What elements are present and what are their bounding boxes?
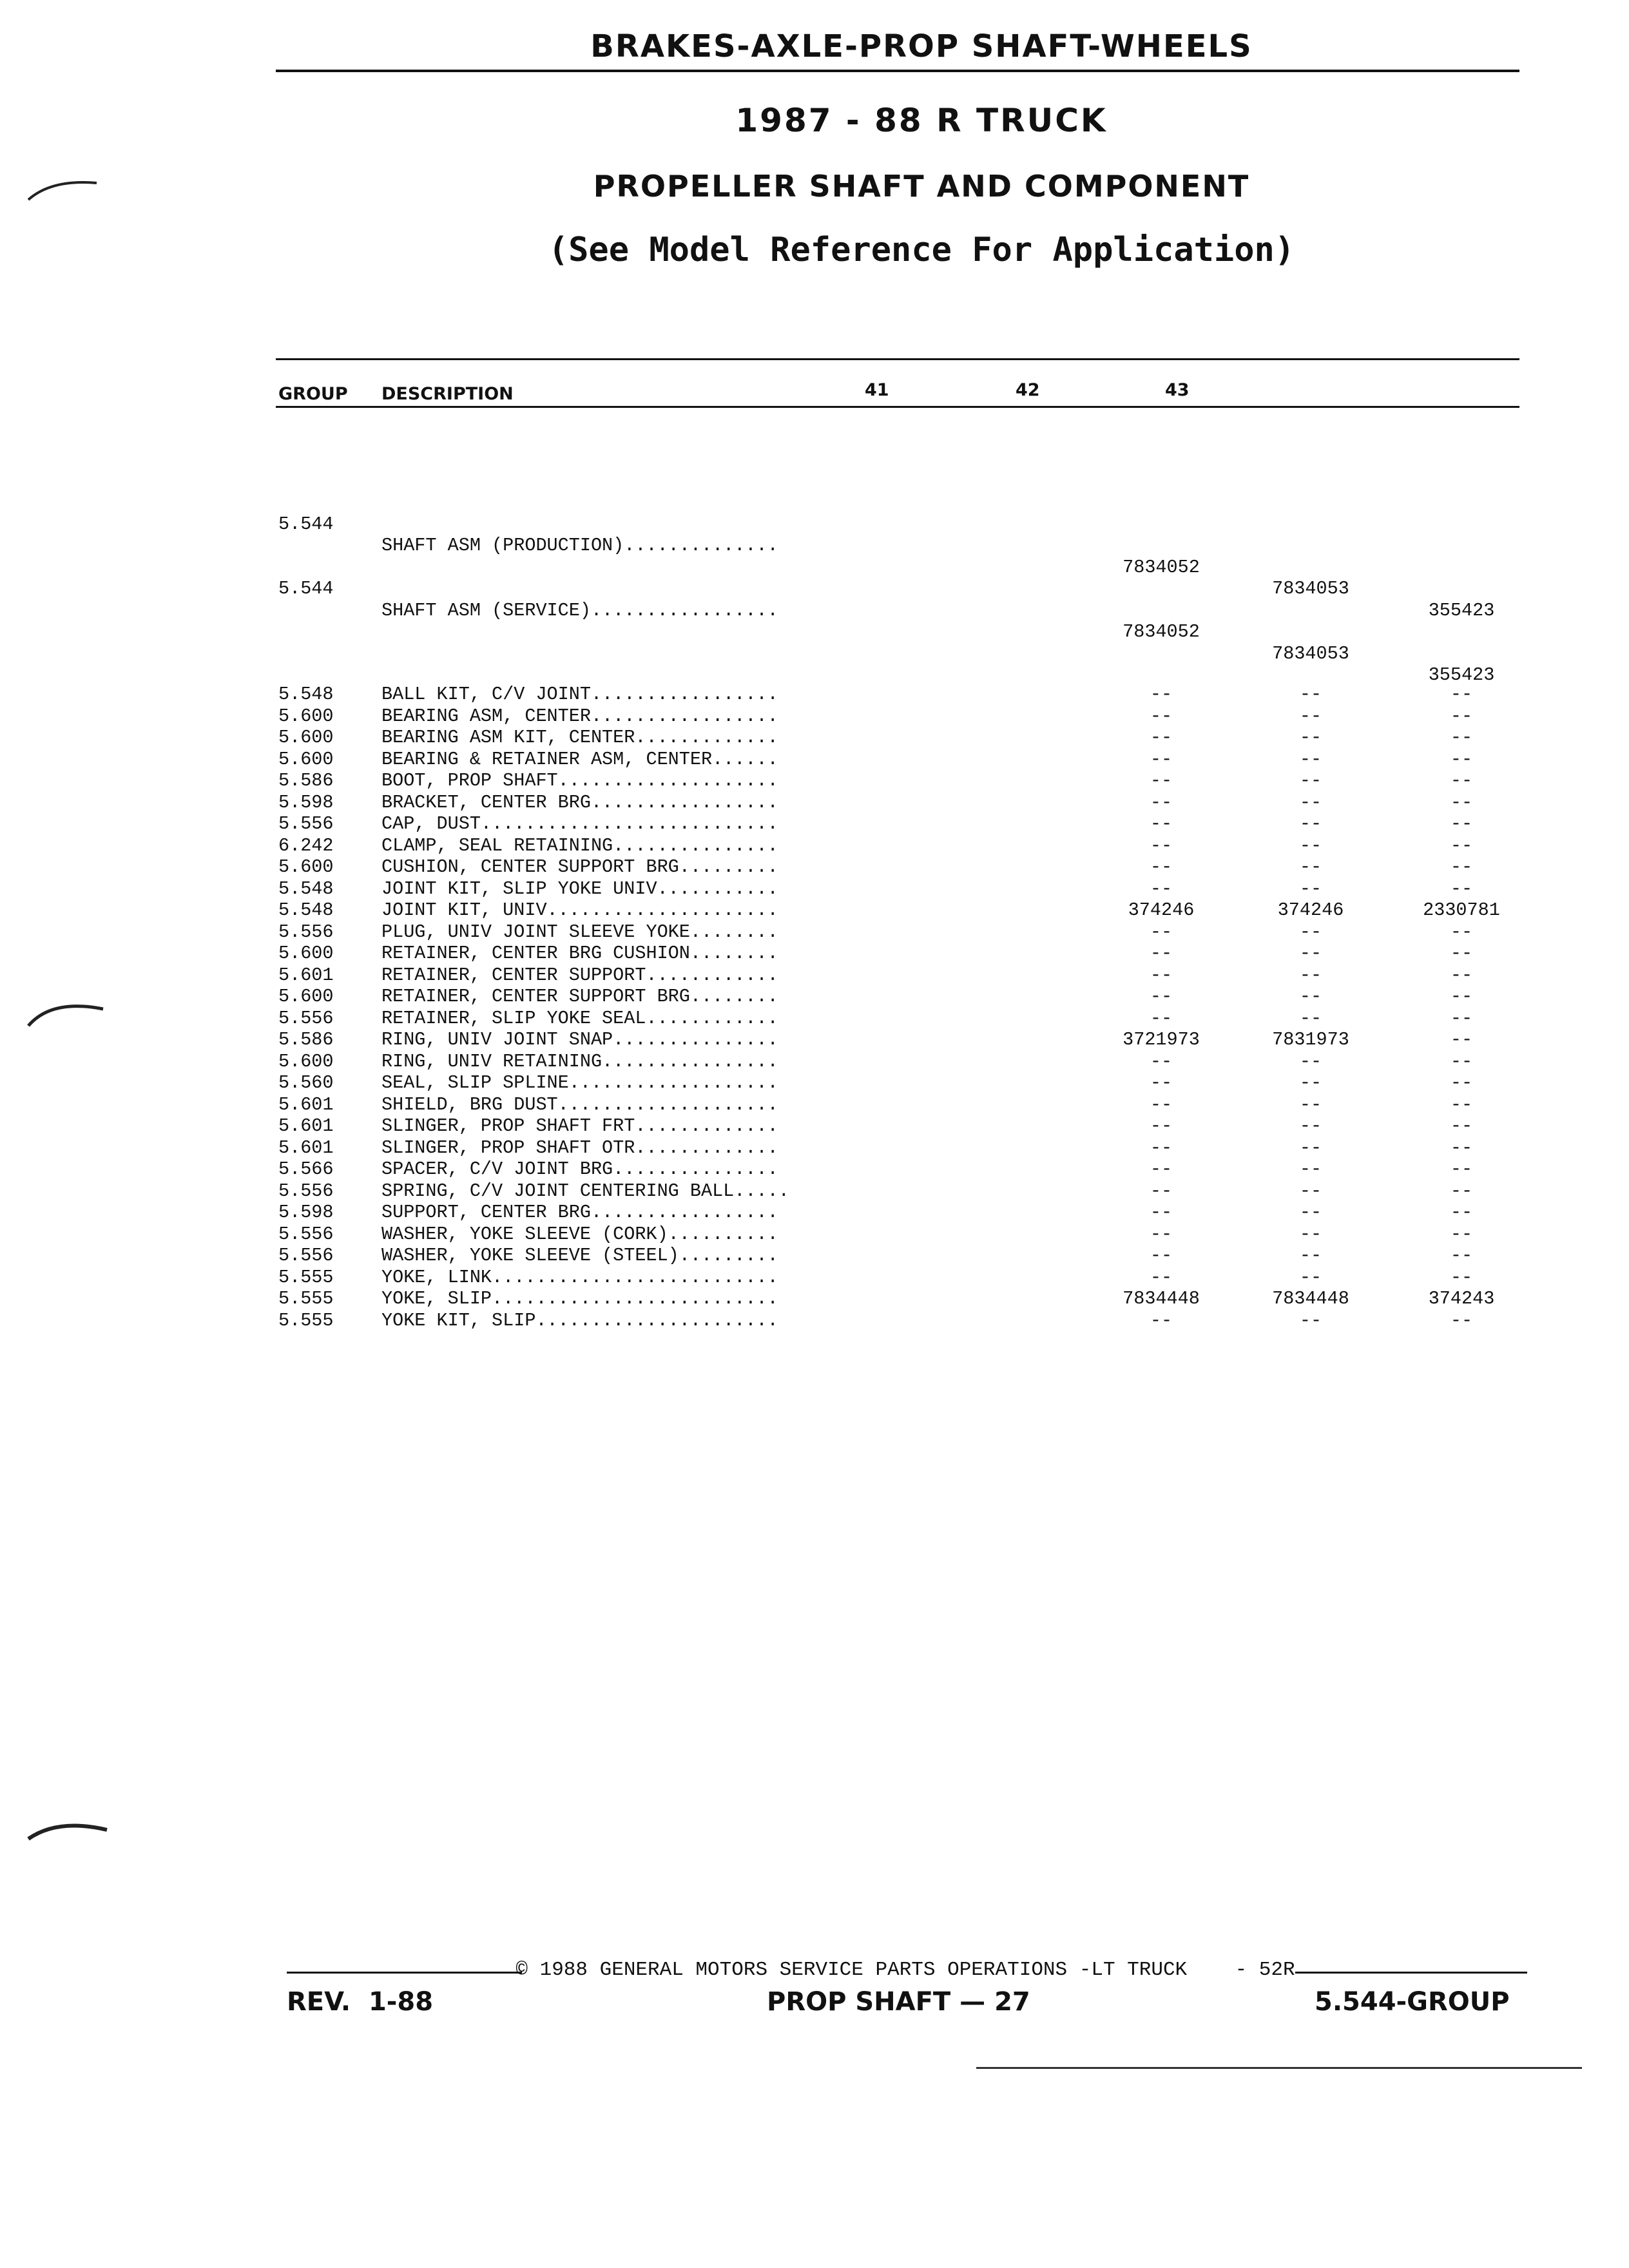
part-number-43: -- <box>1450 748 1473 770</box>
binder-mark-bottom <box>26 1811 110 1849</box>
description-cell: SHAFT ASM (SERVICE)................. <box>381 599 778 621</box>
description-cell: CLAMP, SEAL RETAINING............... <box>381 834 778 856</box>
description-cell: SLINGER, PROP SHAFT FRT............. <box>381 1115 778 1137</box>
group-cell: 5.601 <box>278 1093 334 1115</box>
part-number-41: -- <box>1150 986 1173 1007</box>
description-cell: SPRING, C/V JOINT CENTERING BALL..... <box>381 1180 789 1202</box>
table-body <box>278 684 1500 1331</box>
table-row <box>278 727 1473 749</box>
part-number-42: -- <box>1299 813 1322 834</box>
part-number-42: -- <box>1299 1137 1322 1158</box>
description-cell: BALL KIT, C/V JOINT................. <box>381 684 778 705</box>
table-header-rule <box>276 406 1519 408</box>
description-cell: YOKE, SLIP.......................... <box>381 1288 778 1309</box>
part-number-41: -- <box>1150 770 1173 791</box>
part-number-41: -- <box>1150 1202 1173 1223</box>
part-number-43: -- <box>1450 791 1473 813</box>
group-cell: 5.556 <box>278 1180 334 1202</box>
part-number-42: 374246 <box>1277 899 1344 921</box>
part-number-43: -- <box>1450 1007 1473 1029</box>
section-header: BRAKES-AXLE-PROP SHAFT-WHEELS <box>590 28 1253 64</box>
part-number-41: -- <box>1150 878 1173 899</box>
part-number-41: -- <box>1150 834 1173 856</box>
parts-table <box>278 448 1500 1353</box>
part-number-43: -- <box>1450 1115 1473 1137</box>
part-number-43: -- <box>1450 813 1473 834</box>
group-cell: 5.600 <box>278 705 334 727</box>
part-number-43: 355423 <box>1428 664 1495 686</box>
table-row <box>278 964 1473 986</box>
part-number-41: -- <box>1150 964 1173 986</box>
group-cell: 5.544 <box>278 578 334 599</box>
part-number-41: -- <box>1150 684 1173 705</box>
description-cell: SUPPORT, CENTER BRG................. <box>381 1202 778 1223</box>
description-cell: RETAINER, CENTER BRG CUSHION........ <box>381 943 778 964</box>
table-row <box>278 899 1500 921</box>
part-number-43: 2330781 <box>1423 899 1500 921</box>
part-number-42: 7834053 <box>1272 578 1349 599</box>
part-number-42: -- <box>1299 748 1322 770</box>
description-cell: JOINT KIT, UNIV..................... <box>381 899 778 921</box>
group-cell: 5.600 <box>278 1050 334 1072</box>
part-number-41: -- <box>1150 1245 1173 1266</box>
description-cell: YOKE KIT, SLIP...................... <box>381 1309 778 1331</box>
part-number-43: -- <box>1450 1223 1473 1245</box>
group-cell: 5.556 <box>278 1007 334 1029</box>
table-row <box>278 1158 1473 1180</box>
part-number-41: -- <box>1150 856 1173 878</box>
col-header-42: 42 <box>1016 380 1040 400</box>
group-cell: 5.586 <box>278 770 334 791</box>
col-header-description: DESCRIPTION <box>381 384 514 404</box>
group-cell: 5.556 <box>278 1223 334 1245</box>
table-row <box>278 856 1473 878</box>
group-cell: 5.601 <box>278 1115 334 1137</box>
part-number-43: -- <box>1450 1245 1473 1266</box>
part-number-42: -- <box>1299 986 1322 1007</box>
part-number-41: -- <box>1150 1050 1173 1072</box>
part-number-41: -- <box>1150 1093 1173 1115</box>
col-header-41: 41 <box>865 380 889 400</box>
description-cell: RING, UNIV RETAINING................ <box>381 1050 778 1072</box>
part-number-41: -- <box>1150 727 1173 748</box>
part-number-41: 7834052 <box>1123 556 1200 578</box>
table-row <box>278 1288 1495 1310</box>
part-number-41: -- <box>1150 1158 1173 1180</box>
part-number-42: -- <box>1299 705 1322 727</box>
description-cell: JOINT KIT, SLIP YOKE UNIV........... <box>381 878 778 899</box>
group-cell: 5.600 <box>278 943 334 964</box>
part-number-42: -- <box>1299 1158 1322 1180</box>
part-number-42: -- <box>1299 943 1322 964</box>
part-number-42: -- <box>1299 1266 1322 1288</box>
group-cell: 5.556 <box>278 813 334 834</box>
part-number-41: -- <box>1150 1007 1173 1029</box>
group-cell: 5.548 <box>278 684 334 705</box>
description-cell: RETAINER, SLIP YOKE SEAL............ <box>381 1007 778 1029</box>
part-number-43: -- <box>1450 1202 1473 1223</box>
table-row <box>278 1266 1473 1289</box>
part-number-43: -- <box>1450 1180 1473 1202</box>
table-row <box>278 557 1495 686</box>
group-cell: 5.560 <box>278 1072 334 1093</box>
part-number-41: -- <box>1150 943 1173 964</box>
revision-label: REV. 1-88 <box>287 1987 434 2017</box>
part-number-41: -- <box>1150 1266 1173 1288</box>
part-number-43: -- <box>1450 986 1473 1007</box>
part-number-41: 3721973 <box>1123 1029 1200 1050</box>
part-number-41: -- <box>1150 1309 1173 1331</box>
table-row <box>278 1309 1473 1332</box>
part-number-41: -- <box>1150 1115 1173 1137</box>
description-cell: YOKE, LINK.......................... <box>381 1266 778 1288</box>
col-header-group: GROUP <box>278 384 348 404</box>
table-row <box>278 1093 1473 1116</box>
part-number-42: -- <box>1299 1007 1322 1029</box>
group-cell: 5.566 <box>278 1158 334 1180</box>
part-number-43: -- <box>1450 705 1473 727</box>
copyright-line: © 1988 GENERAL MOTORS SERVICE PARTS OPERATIONS -LT TRUCK - 52R <box>516 1959 1295 1981</box>
group-cell: 5.555 <box>278 1309 334 1331</box>
part-number-42: 7834053 <box>1272 642 1349 664</box>
part-number-42: -- <box>1299 1223 1322 1245</box>
part-number-41: 374246 <box>1128 899 1195 921</box>
group-cell: 6.242 <box>278 834 334 856</box>
part-number-43: -- <box>1450 856 1473 878</box>
part-number-42: -- <box>1299 1309 1322 1331</box>
binder-mark-top <box>26 174 110 206</box>
part-number-43: -- <box>1450 1309 1473 1331</box>
part-number-43: -- <box>1450 1029 1473 1050</box>
col-header-43: 43 <box>1165 380 1190 400</box>
page-label: PROP SHAFT — 27 <box>767 1987 1030 2017</box>
table-row <box>278 813 1473 835</box>
part-number-43: -- <box>1450 1158 1473 1180</box>
table-row <box>278 1202 1473 1224</box>
description-cell: SHAFT ASM (PRODUCTION).............. <box>381 535 778 556</box>
binder-mark-middle <box>26 992 110 1031</box>
description-cell: RETAINER, CENTER SUPPORT BRG........ <box>381 986 778 1007</box>
part-number-41: -- <box>1150 1072 1173 1093</box>
part-number-43: -- <box>1450 1266 1473 1288</box>
table-row <box>278 1072 1473 1094</box>
group-cell: 5.544 <box>278 513 334 535</box>
description-cell: SLINGER, PROP SHAFT OTR............. <box>381 1137 778 1158</box>
header-rule <box>276 70 1519 72</box>
part-number-43: -- <box>1450 684 1473 705</box>
part-number-43: -- <box>1450 1093 1473 1115</box>
part-number-42: -- <box>1299 1202 1322 1223</box>
part-number-42: -- <box>1299 921 1322 943</box>
part-number-43: -- <box>1450 727 1473 748</box>
group-cell: 5.548 <box>278 899 334 921</box>
part-number-41: -- <box>1150 705 1173 727</box>
part-number-43: -- <box>1450 1050 1473 1072</box>
group-cell: 5.586 <box>278 1029 334 1050</box>
part-number-43: -- <box>1450 1137 1473 1158</box>
table-row <box>278 921 1473 943</box>
group-cell: 5.601 <box>278 1137 334 1158</box>
part-number-42: -- <box>1299 1072 1322 1093</box>
table-row <box>278 1180 1473 1202</box>
table-row <box>278 834 1473 857</box>
description-cell: SEAL, SLIP SPLINE................... <box>381 1072 778 1093</box>
part-number-43: -- <box>1450 770 1473 791</box>
description-cell: PLUG, UNIV JOINT SLEEVE YOKE........ <box>381 921 778 943</box>
group-cell: 5.601 <box>278 964 334 986</box>
group-cell: 5.600 <box>278 748 334 770</box>
description-cell: RETAINER, CENTER SUPPORT............ <box>381 964 778 986</box>
table-row <box>278 1029 1473 1051</box>
description-cell: WASHER, YOKE SLEEVE (STEEL)......... <box>381 1245 778 1266</box>
part-number-42: -- <box>1299 964 1322 986</box>
description-cell: CUSHION, CENTER SUPPORT BRG......... <box>381 856 778 878</box>
part-number-41: -- <box>1150 813 1173 834</box>
application-note: (See Model Reference For Application) <box>548 231 1295 269</box>
group-cell: 5.555 <box>278 1266 334 1288</box>
part-number-42: 7831973 <box>1272 1029 1349 1050</box>
group-cell: 5.598 <box>278 791 334 813</box>
part-number-41: -- <box>1150 791 1173 813</box>
part-number-43: -- <box>1450 878 1473 899</box>
table-row <box>278 943 1473 965</box>
group-cell: 5.600 <box>278 856 334 878</box>
part-number-42: -- <box>1299 856 1322 878</box>
part-number-42: -- <box>1299 791 1322 813</box>
group-cell: 5.600 <box>278 986 334 1007</box>
group-cell: 5.556 <box>278 921 334 943</box>
description-cell: CAP, DUST........................... <box>381 813 778 834</box>
table-row <box>278 1115 1473 1137</box>
description-cell: BOOT, PROP SHAFT.................... <box>381 770 778 791</box>
part-number-41: -- <box>1150 1180 1173 1202</box>
table-row <box>278 705 1473 727</box>
part-number-43: -- <box>1450 921 1473 943</box>
part-number-41: -- <box>1150 1223 1173 1245</box>
part-number-43: 355423 <box>1428 599 1495 621</box>
part-number-42: -- <box>1299 834 1322 856</box>
table-row <box>278 986 1473 1008</box>
part-number-42: -- <box>1299 878 1322 899</box>
part-number-42: -- <box>1299 1245 1322 1266</box>
part-number-42: -- <box>1299 1050 1322 1072</box>
part-number-42: -- <box>1299 727 1322 748</box>
part-number-42: 7834448 <box>1272 1288 1349 1309</box>
table-row <box>278 1137 1473 1159</box>
page-title: 1987 - 88 R TRUCK <box>735 102 1108 139</box>
part-number-42: -- <box>1299 684 1322 705</box>
table-row <box>278 878 1473 900</box>
part-number-42: -- <box>1299 770 1322 791</box>
part-number-43: -- <box>1450 964 1473 986</box>
table-row <box>278 791 1473 814</box>
table-top-rule <box>276 358 1519 360</box>
description-cell: BEARING ASM, CENTER................. <box>381 705 778 727</box>
part-number-43: -- <box>1450 834 1473 856</box>
table-row <box>278 1223 1473 1245</box>
description-cell: WASHER, YOKE SLEEVE (CORK).......... <box>381 1223 778 1245</box>
description-cell: RING, UNIV JOINT SNAP............... <box>381 1029 778 1050</box>
description-cell: BEARING & RETAINER ASM, CENTER...... <box>381 748 778 770</box>
table-row <box>278 1007 1473 1030</box>
bottom-rule <box>976 2067 1582 2069</box>
description-cell: SPACER, C/V JOINT BRG............... <box>381 1158 778 1180</box>
description-cell: SHIELD, BRG DUST.................... <box>381 1093 778 1115</box>
table-row <box>278 748 1473 771</box>
table-row <box>278 684 1473 706</box>
part-number-42: -- <box>1299 1180 1322 1202</box>
part-number-41: -- <box>1150 921 1173 943</box>
part-number-41: 7834448 <box>1123 1288 1200 1309</box>
part-number-43: -- <box>1450 1072 1473 1093</box>
group-cell: 5.555 <box>278 1288 334 1309</box>
table-row <box>278 1050 1473 1073</box>
table-row <box>278 770 1473 792</box>
page-subtitle: PROPELLER SHAFT AND COMPONENT <box>593 169 1250 204</box>
description-cell: BRACKET, CENTER BRG................. <box>381 791 778 813</box>
part-number-41: 7834052 <box>1123 621 1200 642</box>
table-row <box>278 1245 1473 1267</box>
part-number-42: -- <box>1299 1093 1322 1115</box>
group-label: 5.544-GROUP <box>1315 1987 1510 2017</box>
part-number-41: -- <box>1150 748 1173 770</box>
part-number-43: -- <box>1450 943 1473 964</box>
group-cell: 5.548 <box>278 878 334 899</box>
part-number-41: -- <box>1150 1137 1173 1158</box>
part-number-43: 374243 <box>1428 1288 1495 1309</box>
part-number-42: -- <box>1299 1115 1322 1137</box>
group-cell: 5.598 <box>278 1202 334 1223</box>
group-cell: 5.556 <box>278 1245 334 1266</box>
description-cell: BEARING ASM KIT, CENTER............. <box>381 727 778 748</box>
group-cell: 5.600 <box>278 727 334 748</box>
